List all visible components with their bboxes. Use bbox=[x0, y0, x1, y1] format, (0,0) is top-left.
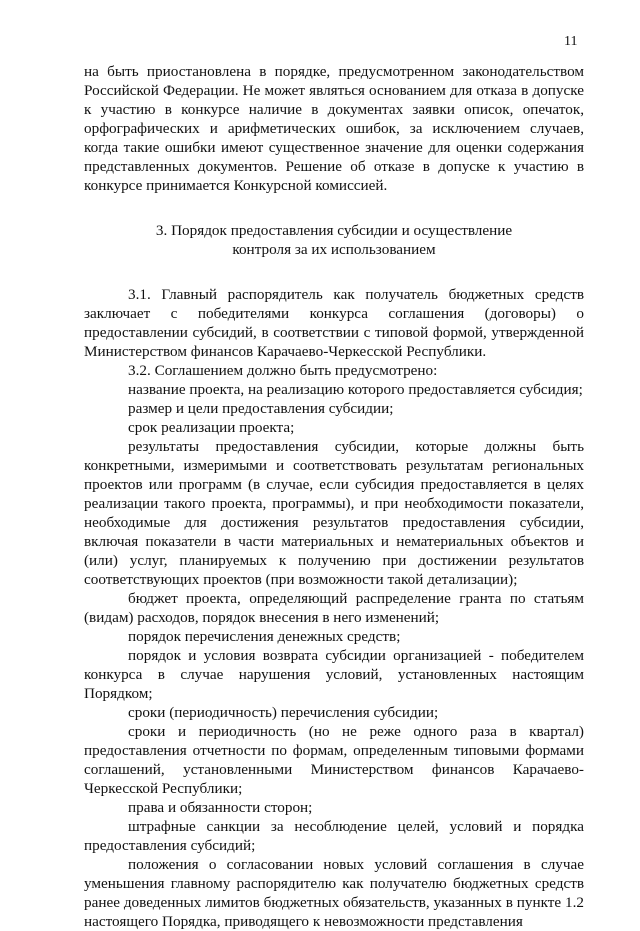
section-title-line-1: 3. Порядок предоставления субсидии и осуществление bbox=[155, 222, 513, 239]
section-title bbox=[84, 221, 584, 259]
list-item: сроки и периодичность (но не реже одного раза в квартал) предоставления отчетности по формам, определенным типовыми формами соглашений, установленными Министерством финансов Карачаево-Черкесской Республики; bbox=[84, 723, 584, 797]
list-item: порядок перечисления денежных средств; bbox=[128, 628, 401, 645]
clause-3-1: 3.1. Главный распорядитель как получатель бюджетных средств заключает с победителями конкурса соглашения (договоры) о предоставлении субсидий, в соответствии с типовой формой, утвержденной Министерством финансов Карачаево-Черкесской Республики. bbox=[84, 286, 584, 360]
intro-paragraph: на быть приостановлена в порядке, предусмотренном законодательством Российской Федерации. Не может являться основанием для отказа в допуске к участию в конкурсе наличие в документах заявки описок, опечаток, орфографических и арифметических ошибок, за исключением случаев, когда такие ошибки имеют существенное значение для оценки содержания представленных документов. Решение об отказе в допуске к участию в конкурсе принимается Конкурсной комиссией. bbox=[84, 63, 584, 194]
list-item: положения о согласовании новых условий соглашения в случае уменьшения главному распорядителю как получателю бюджетных средств ранее доведенных лимитов бюджетных обязательств, указанных в пункте 1.2 настоящего Порядка, приводящего к невозможности представления bbox=[84, 856, 584, 930]
clause-3-2: 3.2. Соглашением должно быть предусмотрено: bbox=[128, 362, 438, 379]
document-body bbox=[84, 62, 584, 931]
list-item: права и обязанности сторон; bbox=[128, 799, 313, 816]
list-item: сроки (периодичность) перечисления субсидии; bbox=[128, 704, 439, 721]
list-item: срок реализации проекта; bbox=[128, 419, 295, 436]
list-item: результаты предоставления субсидии, которые должны быть конкретными, измеримыми и соответствовать результатам региональных проектов или программ (в случае, если субсидия предоставляется в целях реализации такого проекта, программы), и при необходимости показатели, необходимые для достижения результатов предоставления субсидии, включая показатели в части материальных и нематериальных объектов и (или) услуг, планируемых к получению при достижении результатов соответствующих проектов (при возможности такой детализации); bbox=[84, 438, 584, 588]
list-item: название проекта, на реализацию которого предоставляется субсидия; bbox=[128, 381, 583, 398]
list-item: размер и цели предоставления субсидии; bbox=[128, 400, 394, 417]
list-item: штрафные санкции за несоблюдение целей, условий и порядка предоставления субсидий; bbox=[84, 818, 584, 854]
section-title-line-2: контроля за их использованием bbox=[232, 241, 436, 258]
list-item: бюджет проекта, определяющий распределение гранта по статьям (видам) расходов, порядок внесения в него изменений; bbox=[84, 590, 584, 626]
page-number: 11 bbox=[564, 34, 578, 49]
list-item: порядок и условия возврата субсидии организацией - победителем конкурса в случае нарушения условий, установленных настоящим Порядком; bbox=[84, 647, 584, 702]
